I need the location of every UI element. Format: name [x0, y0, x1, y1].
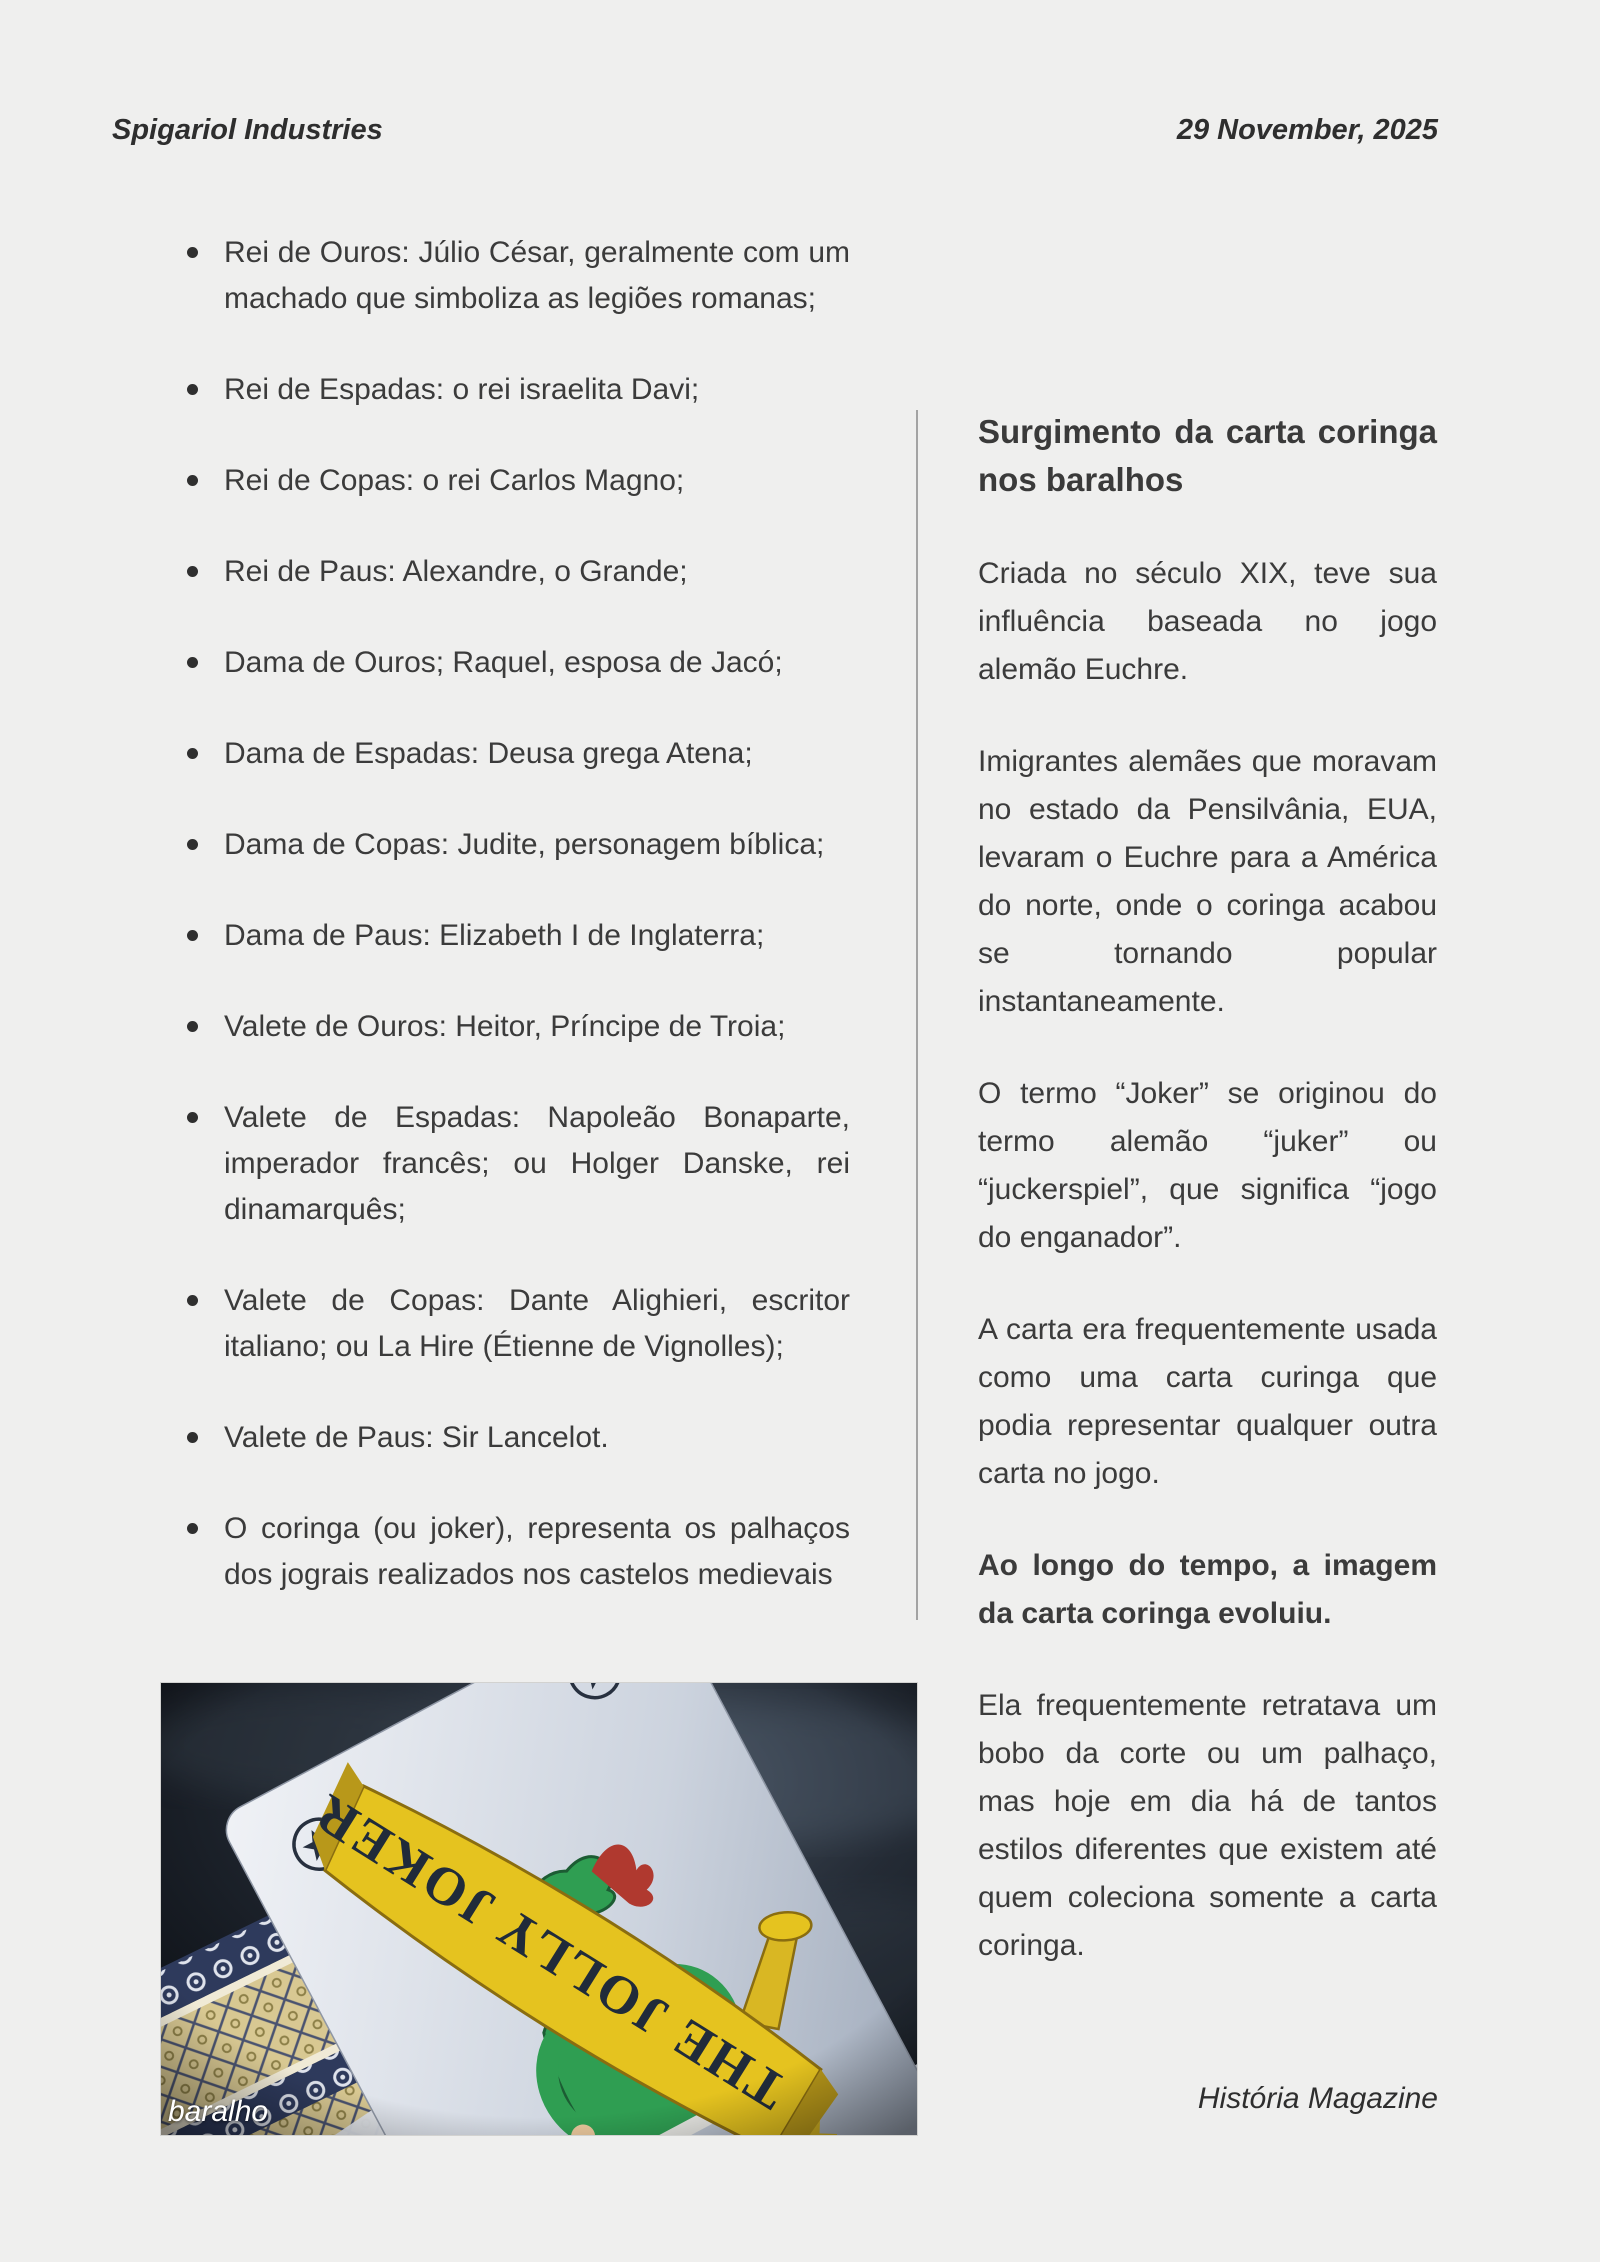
list-item: Dama de Ouros; Raquel, esposa de Jacó;: [181, 640, 850, 686]
article-column: [978, 408, 1437, 2014]
list-item: Rei de Paus: Alexandre, o Grande;: [181, 549, 850, 595]
masthead-date: 29 November, 2025: [1176, 114, 1438, 146]
article-paragraph: A carta era frequentemente usada como uma carta curinga que podia representar qualquer outra carta no jogo.: [978, 1313, 1437, 1490]
article-body: [978, 550, 1437, 1970]
photo-caption: baralho: [168, 2095, 269, 2128]
list-item: Valete de Ouros: Heitor, Príncipe de Troia;: [181, 1004, 850, 1050]
footer-magazine: História Magazine: [1197, 2082, 1438, 2115]
list-item: Valete de Copas: Dante Alighieri, escritor italiano; ou La Hire (Étienne de Vignolles);: [181, 1278, 850, 1370]
list-item: O coringa (ou joker), representa os palhaços dos jograis realizados nos castelos medievais: [181, 1506, 850, 1598]
article-paragraph: O termo “Joker” se originou do termo alemão “juker” ou “juckerspiel”, que significa “jogo do enganador”.: [978, 1077, 1437, 1254]
list-item: Valete de Paus: Sir Lancelot.: [181, 1415, 850, 1461]
list-item: Rei de Ouros: Júlio César, geralmente com um machado que simboliza as legiões romanas;: [181, 230, 850, 322]
list-item: Valete de Espadas: Napoleão Bonaparte, imperador francês; ou Holger Danske, rei dinamarquês;: [181, 1095, 850, 1233]
masthead-company: Spigariol Industries: [112, 114, 383, 146]
joker-photo: [161, 1683, 917, 2135]
vignette-overlay: [161, 1683, 917, 2135]
article-paragraph: Imigrantes alemães que moravam no estado da Pensilvânia, EUA, levaram o Euchre para a América do norte, onde o coringa acabou se tornando popular instantaneamente.: [978, 745, 1437, 1018]
list-item: Rei de Copas: o rei Carlos Magno;: [181, 458, 850, 504]
list-item: Dama de Paus: Elizabeth I de Inglaterra;: [181, 913, 850, 959]
article-heading: Surgimento da carta coringa nos baralhos: [978, 413, 1437, 498]
list-item: Rei de Espadas: o rei israelita Davi;: [181, 367, 850, 413]
joker-photo-art: [161, 1683, 917, 2135]
article-paragraph: Ao longo do tempo, a imagem da carta coringa evoluiu.: [978, 1549, 1437, 1630]
column-divider: [916, 410, 918, 1620]
list-item: Dama de Espadas: Deusa grega Atena;: [181, 731, 850, 777]
card-figures-list: [181, 230, 850, 1643]
list-item: Dama de Copas: Judite, personagem bíblica;: [181, 822, 850, 868]
article-paragraph: Criada no século XIX, teve sua influência baseada no jogo alemão Euchre.: [978, 557, 1437, 686]
article-paragraph: Ela frequentemente retratava um bobo da corte ou um palhaço, mas hoje em dia há de tantos estilos diferentes que existem até quem coleciona somente a carta coringa.: [978, 1689, 1437, 1962]
